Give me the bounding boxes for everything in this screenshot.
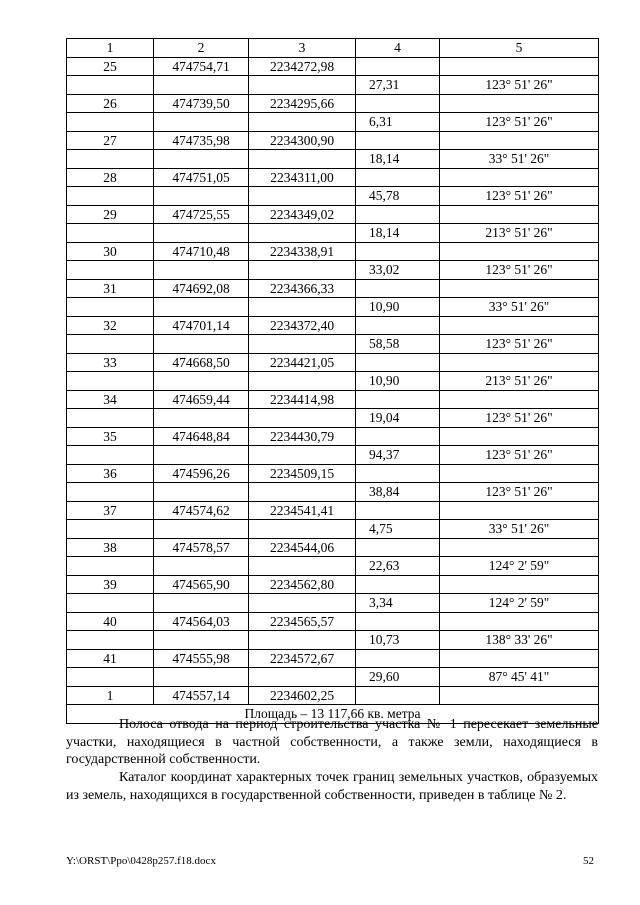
x-coordinate-cell: 474565,90	[154, 575, 249, 594]
empty-cell	[67, 224, 154, 243]
point-number-cell: 37	[67, 501, 154, 520]
empty-cell	[249, 557, 356, 576]
empty-cell	[356, 316, 440, 335]
angle-cell: 123° 51' 26"	[440, 261, 599, 280]
y-coordinate-cell: 2234430,79	[249, 427, 356, 446]
y-coordinate-cell: 2234338,91	[249, 242, 356, 261]
empty-cell	[249, 483, 356, 502]
table-row-segment	[67, 409, 599, 428]
length-cell: 45,78	[356, 187, 440, 206]
y-coordinate-cell: 2234300,90	[249, 131, 356, 150]
empty-cell	[356, 94, 440, 113]
empty-cell	[67, 631, 154, 650]
empty-cell	[67, 668, 154, 687]
footer-page-number: 52	[583, 855, 594, 867]
length-cell: 4,75	[356, 520, 440, 539]
empty-cell	[67, 187, 154, 206]
table-row-point	[67, 279, 599, 298]
empty-cell	[154, 224, 249, 243]
empty-cell	[154, 335, 249, 354]
empty-cell	[249, 150, 356, 169]
paragraph-catalog	[66, 769, 598, 804]
empty-cell	[154, 520, 249, 539]
table-row-segment	[67, 668, 599, 687]
angle-cell: 123° 51' 26"	[440, 76, 599, 95]
empty-cell	[356, 649, 440, 668]
length-cell: 6,31	[356, 113, 440, 132]
paragraph-right-of-way	[66, 716, 598, 769]
x-coordinate-cell: 474555,98	[154, 649, 249, 668]
empty-cell	[356, 131, 440, 150]
empty-cell	[249, 409, 356, 428]
length-cell: 22,63	[356, 557, 440, 576]
table-row-point	[67, 390, 599, 409]
table-row-segment	[67, 150, 599, 169]
empty-cell	[67, 372, 154, 391]
y-coordinate-cell: 2234544,06	[249, 538, 356, 557]
empty-cell	[356, 686, 440, 705]
point-number-cell: 38	[67, 538, 154, 557]
empty-cell	[356, 612, 440, 631]
empty-cell	[154, 187, 249, 206]
point-number-cell: 31	[67, 279, 154, 298]
coordinates-table	[66, 38, 599, 724]
empty-cell	[440, 131, 599, 150]
angle-cell: 213° 51' 26"	[440, 224, 599, 243]
table-row-point	[67, 538, 599, 557]
empty-cell	[154, 446, 249, 465]
x-coordinate-cell: 474751,05	[154, 168, 249, 187]
table-row-segment	[67, 224, 599, 243]
y-coordinate-cell: 2234372,40	[249, 316, 356, 335]
length-cell: 58,58	[356, 335, 440, 354]
table-row-point	[67, 575, 599, 594]
table-row-segment	[67, 446, 599, 465]
empty-cell	[154, 409, 249, 428]
angle-cell: 124° 2' 59"	[440, 594, 599, 613]
length-cell: 10,90	[356, 298, 440, 317]
y-coordinate-cell: 2234565,57	[249, 612, 356, 631]
empty-cell	[440, 390, 599, 409]
empty-cell	[249, 520, 356, 539]
y-coordinate-cell: 2234509,15	[249, 464, 356, 483]
angle-cell: 124° 2' 59"	[440, 557, 599, 576]
angle-cell: 87° 45' 41"	[440, 668, 599, 687]
empty-cell	[440, 501, 599, 520]
angle-cell: 123° 51' 26"	[440, 409, 599, 428]
length-cell: 27,31	[356, 76, 440, 95]
point-number-cell: 26	[67, 94, 154, 113]
empty-cell	[154, 483, 249, 502]
table-row-point	[67, 353, 599, 372]
coordinates-table-body	[67, 39, 599, 724]
point-number-cell: 28	[67, 168, 154, 187]
empty-cell	[249, 113, 356, 132]
empty-cell	[356, 57, 440, 76]
length-cell: 10,73	[356, 631, 440, 650]
point-number-cell: 30	[67, 242, 154, 261]
empty-cell	[440, 538, 599, 557]
angle-cell: 33° 51' 26"	[440, 520, 599, 539]
empty-cell	[67, 446, 154, 465]
point-number-cell: 34	[67, 390, 154, 409]
empty-cell	[249, 594, 356, 613]
point-number-cell: 33	[67, 353, 154, 372]
empty-cell	[356, 242, 440, 261]
table-row-segment	[67, 335, 599, 354]
empty-cell	[249, 261, 356, 280]
y-coordinate-cell: 2234562,80	[249, 575, 356, 594]
empty-cell	[67, 150, 154, 169]
x-coordinate-cell: 474659,44	[154, 390, 249, 409]
x-coordinate-cell: 474739,50	[154, 94, 249, 113]
empty-cell	[249, 76, 356, 95]
header-cell-2: 2	[154, 39, 249, 58]
table-row-point	[67, 205, 599, 224]
angle-cell: 33° 51' 26"	[440, 150, 599, 169]
x-coordinate-cell: 474564,03	[154, 612, 249, 631]
empty-cell	[67, 335, 154, 354]
angle-cell: 138° 33' 26"	[440, 631, 599, 650]
length-cell: 18,14	[356, 150, 440, 169]
table-row-point	[67, 94, 599, 113]
x-coordinate-cell: 474725,55	[154, 205, 249, 224]
empty-cell	[67, 557, 154, 576]
empty-cell	[440, 427, 599, 446]
header-cell-4: 4	[356, 39, 440, 58]
length-cell: 19,04	[356, 409, 440, 428]
x-coordinate-cell: 474557,14	[154, 686, 249, 705]
y-coordinate-cell: 2234311,00	[249, 168, 356, 187]
empty-cell	[249, 372, 356, 391]
empty-cell	[356, 279, 440, 298]
table-row-segment	[67, 557, 599, 576]
table-row-point	[67, 501, 599, 520]
empty-cell	[67, 520, 154, 539]
empty-cell	[67, 298, 154, 317]
header-cell-3: 3	[249, 39, 356, 58]
empty-cell	[356, 353, 440, 372]
table-row-segment	[67, 520, 599, 539]
empty-cell	[249, 298, 356, 317]
y-coordinate-cell: 2234295,66	[249, 94, 356, 113]
point-number-cell: 27	[67, 131, 154, 150]
y-coordinate-cell: 2234421,05	[249, 353, 356, 372]
empty-cell	[154, 594, 249, 613]
x-coordinate-cell: 474668,50	[154, 353, 249, 372]
x-coordinate-cell: 474754,71	[154, 57, 249, 76]
empty-cell	[249, 224, 356, 243]
table-row-segment	[67, 483, 599, 502]
x-coordinate-cell: 474578,57	[154, 538, 249, 557]
empty-cell	[356, 575, 440, 594]
y-coordinate-cell: 2234272,98	[249, 57, 356, 76]
x-coordinate-cell: 474692,08	[154, 279, 249, 298]
area-total-cell: Площадь – 13 117,66 кв. метра	[67, 705, 599, 724]
table-row-segment	[67, 113, 599, 132]
x-coordinate-cell: 474710,48	[154, 242, 249, 261]
angle-cell: 123° 51' 26"	[440, 335, 599, 354]
empty-cell	[67, 594, 154, 613]
empty-cell	[154, 261, 249, 280]
table-row-point	[67, 316, 599, 335]
y-coordinate-cell: 2234602,25	[249, 686, 356, 705]
table-row-point	[67, 427, 599, 446]
table-row-point	[67, 168, 599, 187]
table-row-segment	[67, 187, 599, 206]
table-row-segment	[67, 372, 599, 391]
angle-cell: 123° 51' 26"	[440, 446, 599, 465]
point-number-cell: 1	[67, 686, 154, 705]
empty-cell	[154, 668, 249, 687]
empty-cell	[440, 168, 599, 187]
empty-cell	[440, 575, 599, 594]
table-row-point	[67, 686, 599, 705]
table-row-point	[67, 242, 599, 261]
x-coordinate-cell: 474596,26	[154, 464, 249, 483]
empty-cell	[440, 316, 599, 335]
table-row-segment	[67, 298, 599, 317]
empty-cell	[249, 668, 356, 687]
y-coordinate-cell: 2234414,98	[249, 390, 356, 409]
angle-cell: 213° 51' 26"	[440, 372, 599, 391]
empty-cell	[154, 631, 249, 650]
point-number-cell: 35	[67, 427, 154, 446]
empty-cell	[356, 538, 440, 557]
length-cell: 38,84	[356, 483, 440, 502]
length-cell: 29,60	[356, 668, 440, 687]
y-coordinate-cell: 2234349,02	[249, 205, 356, 224]
empty-cell	[67, 261, 154, 280]
table-row-segment	[67, 261, 599, 280]
header-cell-1: 1	[67, 39, 154, 58]
empty-cell	[440, 242, 599, 261]
empty-cell	[154, 113, 249, 132]
x-coordinate-cell: 474735,98	[154, 131, 249, 150]
empty-cell	[154, 372, 249, 391]
table-row-point	[67, 57, 599, 76]
empty-cell	[440, 686, 599, 705]
empty-cell	[440, 57, 599, 76]
empty-cell	[249, 335, 356, 354]
empty-cell	[249, 631, 356, 650]
point-number-cell: 40	[67, 612, 154, 631]
table-header-row	[67, 39, 599, 58]
empty-cell	[356, 168, 440, 187]
length-cell: 33,02	[356, 261, 440, 280]
empty-cell	[440, 612, 599, 631]
empty-cell	[356, 501, 440, 520]
x-coordinate-cell: 474574,62	[154, 501, 249, 520]
empty-cell	[356, 205, 440, 224]
length-cell: 94,37	[356, 446, 440, 465]
header-cell-5: 5	[440, 39, 599, 58]
empty-cell	[440, 464, 599, 483]
empty-cell	[154, 557, 249, 576]
point-number-cell: 39	[67, 575, 154, 594]
empty-cell	[356, 464, 440, 483]
length-cell: 10,90	[356, 372, 440, 391]
empty-cell	[67, 483, 154, 502]
table-row-point	[67, 612, 599, 631]
length-cell: 18,14	[356, 224, 440, 243]
table-row-segment	[67, 76, 599, 95]
paragraph-text: Полоса отвода на период строительства участка № 1 пересекает земельные участки, находящиеся в частной собственности, а также земли, находящиеся в государственной собственности.	[66, 717, 598, 767]
point-number-cell: 36	[67, 464, 154, 483]
empty-cell	[440, 205, 599, 224]
x-coordinate-cell: 474701,14	[154, 316, 249, 335]
empty-cell	[440, 94, 599, 113]
empty-cell	[154, 298, 249, 317]
empty-cell	[249, 446, 356, 465]
footer-file-path: Y:\ORST\Ppo\0428p257.f18.docx	[66, 855, 216, 867]
empty-cell	[356, 390, 440, 409]
empty-cell	[356, 427, 440, 446]
angle-cell: 33° 51' 26"	[440, 298, 599, 317]
angle-cell: 123° 51' 26"	[440, 113, 599, 132]
empty-cell	[440, 353, 599, 372]
table-row-segment	[67, 594, 599, 613]
empty-cell	[67, 409, 154, 428]
empty-cell	[249, 187, 356, 206]
length-cell: 3,34	[356, 594, 440, 613]
angle-cell: 123° 51' 26"	[440, 483, 599, 502]
empty-cell	[440, 649, 599, 668]
y-coordinate-cell: 2234572,67	[249, 649, 356, 668]
table-row-point	[67, 649, 599, 668]
empty-cell	[154, 150, 249, 169]
empty-cell	[67, 76, 154, 95]
point-number-cell: 25	[67, 57, 154, 76]
point-number-cell: 41	[67, 649, 154, 668]
point-number-cell: 29	[67, 205, 154, 224]
empty-cell	[154, 76, 249, 95]
point-number-cell: 32	[67, 316, 154, 335]
table-row-point	[67, 131, 599, 150]
angle-cell: 123° 51' 26"	[440, 187, 599, 206]
y-coordinate-cell: 2234366,33	[249, 279, 356, 298]
y-coordinate-cell: 2234541,41	[249, 501, 356, 520]
empty-cell	[440, 279, 599, 298]
empty-cell	[67, 113, 154, 132]
table-row-point	[67, 464, 599, 483]
table-row-segment	[67, 631, 599, 650]
x-coordinate-cell: 474648,84	[154, 427, 249, 446]
paragraph-text: Каталог координат характерных точек границ земельных участков, образуемых из земель, находящихся в государственной собственности, приведен в таблице № 2.	[66, 770, 598, 803]
